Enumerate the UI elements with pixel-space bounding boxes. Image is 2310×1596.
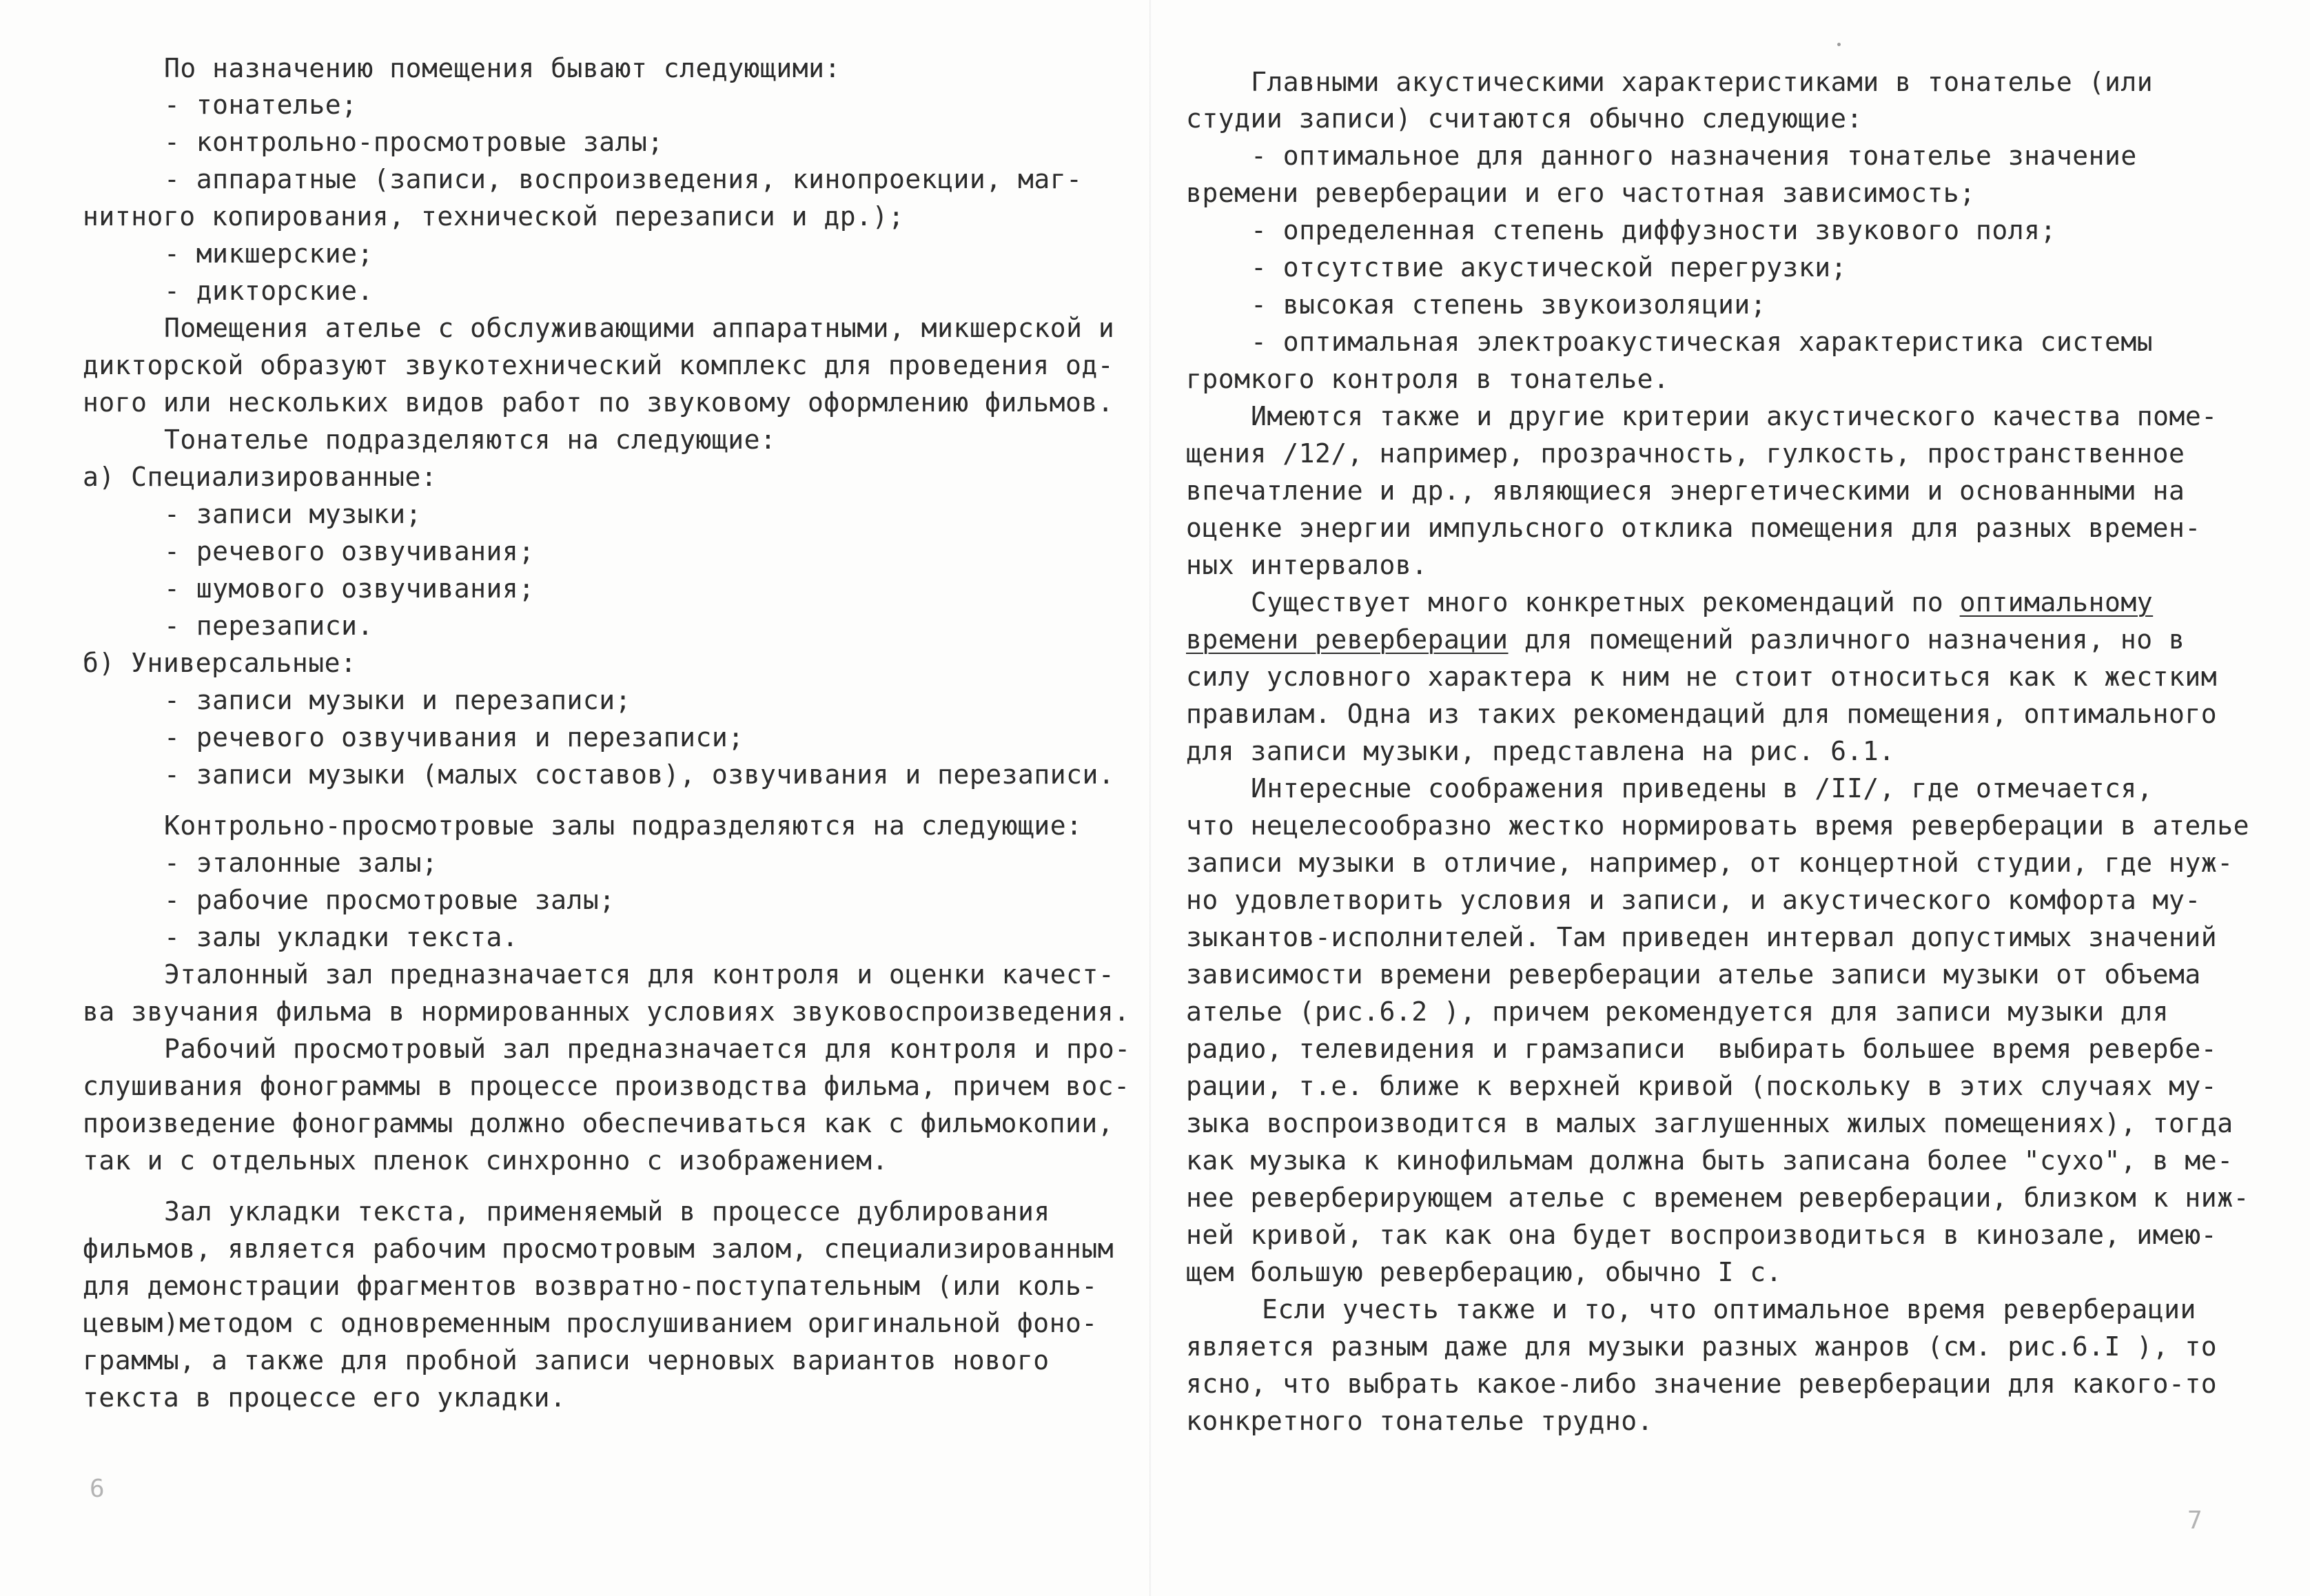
text-line: ателье (рис.6.2 ), причем рекомендуется для записи музыки для bbox=[1186, 996, 2169, 1027]
text-line: щения /12/, например, прозрачность, гулкость, пространственное bbox=[1186, 438, 2185, 469]
text-line: - тонателье; bbox=[164, 90, 358, 120]
text-line: Главными акустическими характеристиками в тонателье (или bbox=[1251, 67, 2154, 97]
text-line: записи музыки в отличие, например, от концертной студии, где нуж- bbox=[1186, 848, 2234, 878]
text-line: - оптимальное для данного назначения тонателье значение bbox=[1251, 141, 2137, 171]
text-line: зыкантов-исполнителей. Там приведен интервал допустимых значений bbox=[1186, 922, 2218, 952]
text-line: впечатление и др., являющиеся энергетическими и основанными на bbox=[1186, 475, 2185, 506]
text-line: - эталонные залы; bbox=[164, 848, 438, 878]
text-run: Существует много конкретных рекомендаций по bbox=[1251, 587, 1960, 617]
text-line: - записи музыки и перезаписи; bbox=[164, 685, 631, 715]
text-line: По назначению помещения бывают следующими: bbox=[164, 53, 841, 83]
text-line: Зал укладки текста, применяемый в процессе дублирования bbox=[164, 1196, 1050, 1227]
text-line: силу условного характера к ним не стоит относиться как к жестким bbox=[1186, 662, 2218, 692]
text-line: ней кривой, так как она будет воспроизводиться в кинозале, имею- bbox=[1186, 1220, 2218, 1250]
text-line: - записи музыки (малых составов), озвучивания и перезаписи. bbox=[164, 759, 1115, 790]
text-line: что нецелесообразно жестко нормировать время реверберации в ателье bbox=[1186, 810, 2249, 841]
text-line: - речевого озвучивания; bbox=[164, 536, 535, 566]
text-line: - записи музыки; bbox=[164, 499, 422, 529]
text-line: студии записи) считаются обычно следующие: bbox=[1186, 103, 1863, 134]
text-line: слушивания фонограммы в процессе производства фильма, причем вос- bbox=[83, 1071, 1130, 1101]
text-line: - перезаписи. bbox=[164, 611, 374, 641]
text-line: произведение фонограммы должно обеспечиваться как с фильмокопии, bbox=[83, 1108, 1114, 1138]
text-line: ного или нескольких видов работ по звуковому оформлению фильмов. bbox=[83, 387, 1114, 418]
text-line: как музыка к кинофильмам должна быть записана более "сухо", в ме- bbox=[1186, 1145, 2234, 1176]
text-line: Рабочий просмотровый зал предназначается для контроля и про- bbox=[164, 1034, 1131, 1064]
text-line: для записи музыки, представлена на рис. 6.1. bbox=[1186, 736, 1895, 766]
text-line: зависимости времени реверберации ателье записи музыки от объема bbox=[1186, 959, 2201, 990]
text-line: Помещения ателье с обслуживающими аппаратными, микшерской и bbox=[164, 313, 1115, 343]
text-run: для помещений различного назначения, но в bbox=[1508, 624, 2185, 655]
page-number: 6 bbox=[90, 1475, 105, 1503]
text-line: Контрольно-просмотровые залы подразделяются на следующие: bbox=[164, 810, 1083, 841]
left-page bbox=[0, 0, 1149, 1596]
text-line: - высокая степень звукоизоляции; bbox=[1251, 289, 1767, 320]
text-line: оценке энергии импульсного отклика помещения для разных времен- bbox=[1186, 513, 2201, 543]
text-line: - отсутствие акустической перегрузки; bbox=[1251, 252, 1847, 283]
text-line: времени реверберации и его частотная зависимость; bbox=[1186, 178, 1976, 208]
right-page bbox=[1152, 0, 2310, 1596]
text-line: - определенная степень диффузности звукового поля; bbox=[1251, 215, 2056, 245]
text-line: ясно, что выбрать какое-либо значение реверберации для какого-то bbox=[1186, 1369, 2218, 1399]
text-line: - контрольно-просмотровые залы; bbox=[164, 127, 664, 157]
scan-speck bbox=[1837, 43, 1841, 46]
text-line: - оптимальная электроакустическая характеристика системы bbox=[1251, 327, 2154, 357]
text-line: правилам. Одна из таких рекомендаций для помещения, оптимального bbox=[1186, 699, 2218, 729]
text-line: рации, т.е. ближе к верхней кривой (поскольку в этих случаях му- bbox=[1186, 1071, 2218, 1101]
text-line: - шумового озвучивания; bbox=[164, 573, 535, 604]
text-line: текста в процессе его укладки. bbox=[83, 1382, 566, 1413]
text-line: громкого контроля в тонателье. bbox=[1186, 364, 1670, 394]
text-line: б) Универсальные: bbox=[83, 648, 357, 678]
underlined-term: времени реверберации bbox=[1186, 624, 1509, 655]
text-line: - залы укладки текста. bbox=[164, 922, 519, 952]
page-number: 7 bbox=[2187, 1506, 2202, 1535]
text-line bbox=[1251, 586, 2153, 619]
text-line: так и с отдельных пленок синхронно с изображением. bbox=[83, 1145, 888, 1176]
text-line: является разным даже для музыки разных жанров (см. рис.6.I ), то bbox=[1186, 1331, 2218, 1362]
text-line: Если учесть также и то, что оптимальное время реверберации bbox=[1262, 1294, 2196, 1324]
text-line: - микшерские; bbox=[164, 238, 374, 269]
text-line: щем большую реверберацию, обычно I с. bbox=[1186, 1257, 1782, 1287]
text-line: - аппаратные (записи, воспроизведения, кинопроекции, маг- bbox=[164, 164, 1083, 194]
text-line: для демонстрации фрагментов возвратно-поступательным (или коль- bbox=[83, 1271, 1098, 1301]
text-line: - рабочие просмотровые залы; bbox=[164, 885, 615, 915]
text-line: Тонателье подразделяются на следующие: bbox=[164, 424, 777, 455]
text-line: граммы, а также для пробной записи черновых вариантов нового bbox=[83, 1345, 1050, 1375]
text-line: - дикторские. bbox=[164, 276, 374, 306]
text-line: но удовлетворить условия и записи, и акустического комфорта му- bbox=[1186, 885, 2201, 915]
text-line: Эталонный зал предназначается для контроля и оценки качест- bbox=[164, 959, 1115, 990]
text-line: нее реверберирующем ателье с временем реверберации, близком к ниж- bbox=[1186, 1183, 2249, 1213]
text-line: а) Специализированные: bbox=[83, 462, 438, 492]
text-line: фильмов, является рабочим просмотровым залом, специализированным bbox=[83, 1234, 1114, 1264]
text-line: Имеются также и другие критерии акустического качества поме- bbox=[1251, 401, 2218, 431]
text-line: цевым)методом с одновременным прослушиванием оригинальной фоно- bbox=[83, 1308, 1098, 1338]
text-line: нитного копирования, технической перезаписи и др.); bbox=[83, 201, 905, 232]
text-line: Интересные соображения приведены в /II/, где отмечается, bbox=[1251, 773, 2154, 804]
text-line: - речевого озвучивания и перезаписи; bbox=[164, 722, 744, 753]
text-line: зыка воспроизводится в малых заглушенных жилых помещениях), тогда bbox=[1186, 1108, 2234, 1138]
text-line: радио, телевидения и грамзаписи выбирать большее время ревербе- bbox=[1186, 1034, 2218, 1064]
text-line: конкретного тонателье трудно. bbox=[1186, 1406, 1653, 1436]
text-line: ных интервалов. bbox=[1186, 550, 1428, 580]
text-line: ва звучания фильма в нормированных условиях звуковоспроизведения. bbox=[83, 996, 1130, 1027]
text-line: дикторской образуют звукотехнический комплекс для проведения од- bbox=[83, 350, 1114, 380]
text-line bbox=[1186, 623, 2185, 656]
underlined-term: оптимальному bbox=[1959, 587, 2154, 617]
